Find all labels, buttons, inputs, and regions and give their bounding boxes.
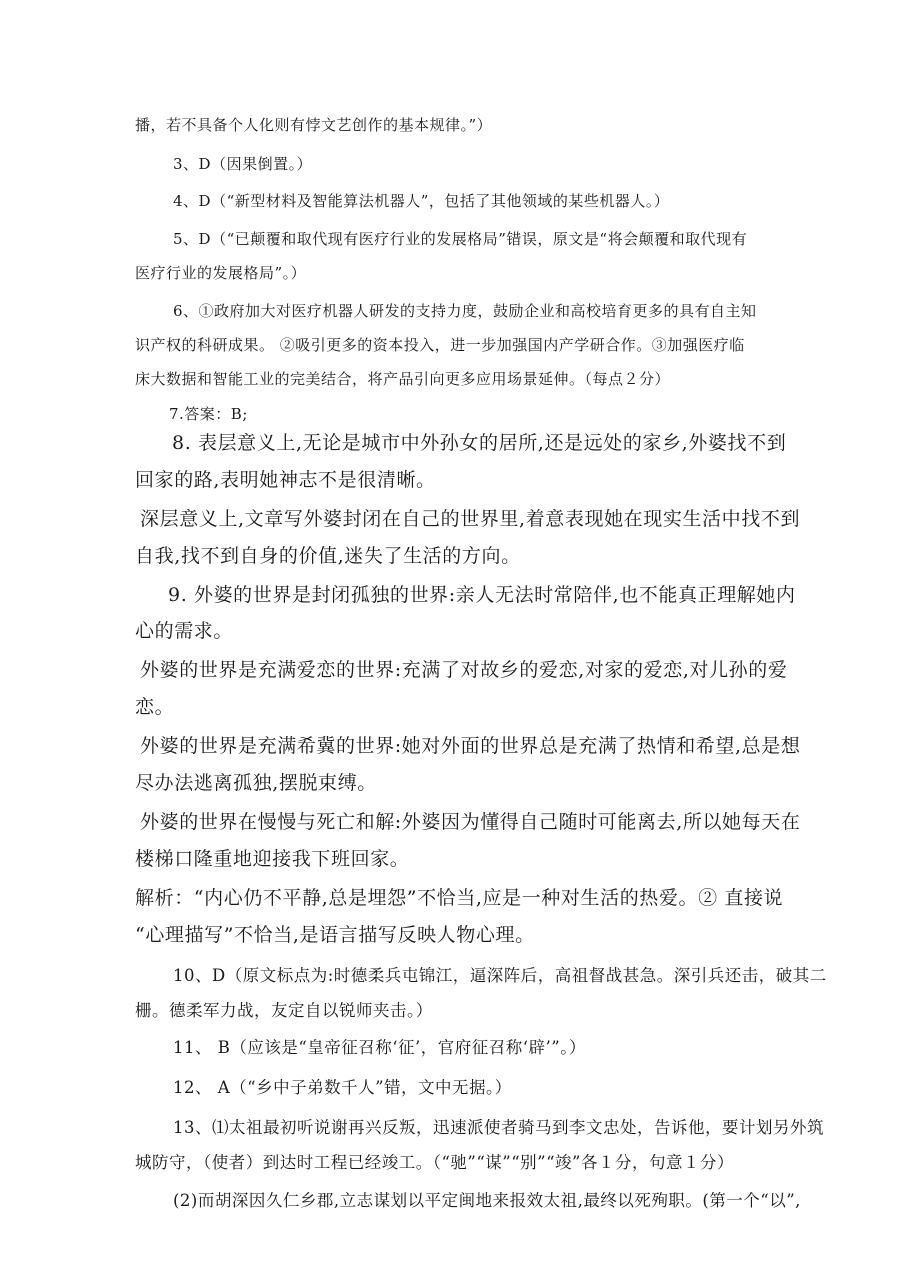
answer-4: 4、D（“新型材料及智能算法机器人”，包括了其他领域的某些机器人。） xyxy=(173,192,670,210)
answer-10: 10、D（原文标点为:时德柔兵屯锦江，逼深阵后，高祖督战甚急。深引兵还击，破其二 xyxy=(173,966,827,985)
text-line: 外婆的世界在慢慢与死亡和解:外婆因为懂得自己随时可能离去,所以她每天在 xyxy=(140,811,801,833)
answer-9: 9. 外婆的世界是封闭孤独的世界:亲人无法时常陪伴,也不能真正理解她内 xyxy=(168,584,796,606)
text-line: 床大数据和智能工业的完美结合，将产品引向更多应用场景延伸。（每点２分） xyxy=(135,370,671,388)
text-line: 自我,找不到自身的价值,迷失了生活的方向。 xyxy=(135,545,521,567)
answer-7: 7.答案：B; xyxy=(169,405,248,423)
answer-11: 11、 B（应该是“皇帝征召称‘征’，官府征召称‘辟’”。） xyxy=(173,1038,586,1057)
text-line: 心的需求。 xyxy=(135,620,234,642)
answer-12: 12、 A（“乡中子弟数千人”错，文中无据。） xyxy=(173,1078,512,1097)
text-line: 播，若不具备个人化则有悖文艺创作的基本规律。”） xyxy=(135,116,493,134)
text-line: 外婆的世界是充满希冀的世界:她对外面的世界总是充满了热情和希望,总是想 xyxy=(140,735,801,757)
text-line: 楼梯口隆重地迎接我下班回家。 xyxy=(135,848,410,870)
text-line: (2)而胡深因久仁乡郡,立志谋划以平定闽地来报效太祖,最终以死殉职。(第一个“以”, xyxy=(173,1191,801,1210)
text-line: 识产权的科研成果。 ②吸引更多的资本投入，进一步加强国内产学研合作。③加强医疗临 xyxy=(135,336,745,354)
text-line: 城防守，（使者）到达时工程已经竣工。（“驰”“谋”“别”“竣”各１分，句意１分） xyxy=(135,1153,734,1172)
text-line: 外婆的世界是充满爱恋的世界:充满了对故乡的爱恋,对家的爱恋,对儿孙的爱 xyxy=(140,659,788,681)
answer-6: 6、①政府加大对医疗机器人研发的支持力度，鼓励企业和高校培育更多的具有自主知 xyxy=(173,302,757,320)
answer-13: 13、⑴太祖最初听说谢再兴反叛，迅速派使者骑马到李文忠处，告诉他，要计划另外筑 xyxy=(173,1118,824,1137)
answer-8: 8. 表层意义上,无论是城市中外孙女的居所,还是远处的家乡,外婆找不到 xyxy=(172,432,787,454)
text-line: 回家的路,表明她神志不是很清晰。 xyxy=(135,469,436,491)
text-line: 深层意义上,文章写外婆封闭在自己的世界里,着意表现她在现实生活中找不到 xyxy=(140,508,801,530)
answer-3: 3、D（因果倒置。） xyxy=(173,155,313,173)
text-line: 医疗行业的发展格局”。） xyxy=(135,264,307,282)
text-line: 尽办法逃离孤独,摆脱束缚。 xyxy=(135,772,377,794)
analysis: 解析：“内心仍不平静,总是埋怨”不恰当,应是一种对生活的热爱。② 直接说 xyxy=(135,887,784,909)
text-line: 栅。德柔军力战，友定自以锐师夹击。） xyxy=(135,1001,433,1020)
text-line: “心理描写”不恰当,是语言描写反映人物心理。 xyxy=(135,924,535,946)
answer-5: 5、D（“已颠覆和取代现有医疗行业的发展格局”错误，原文是“将会颠覆和取代现有 xyxy=(173,230,748,248)
text-line: 恋。 xyxy=(135,696,175,718)
